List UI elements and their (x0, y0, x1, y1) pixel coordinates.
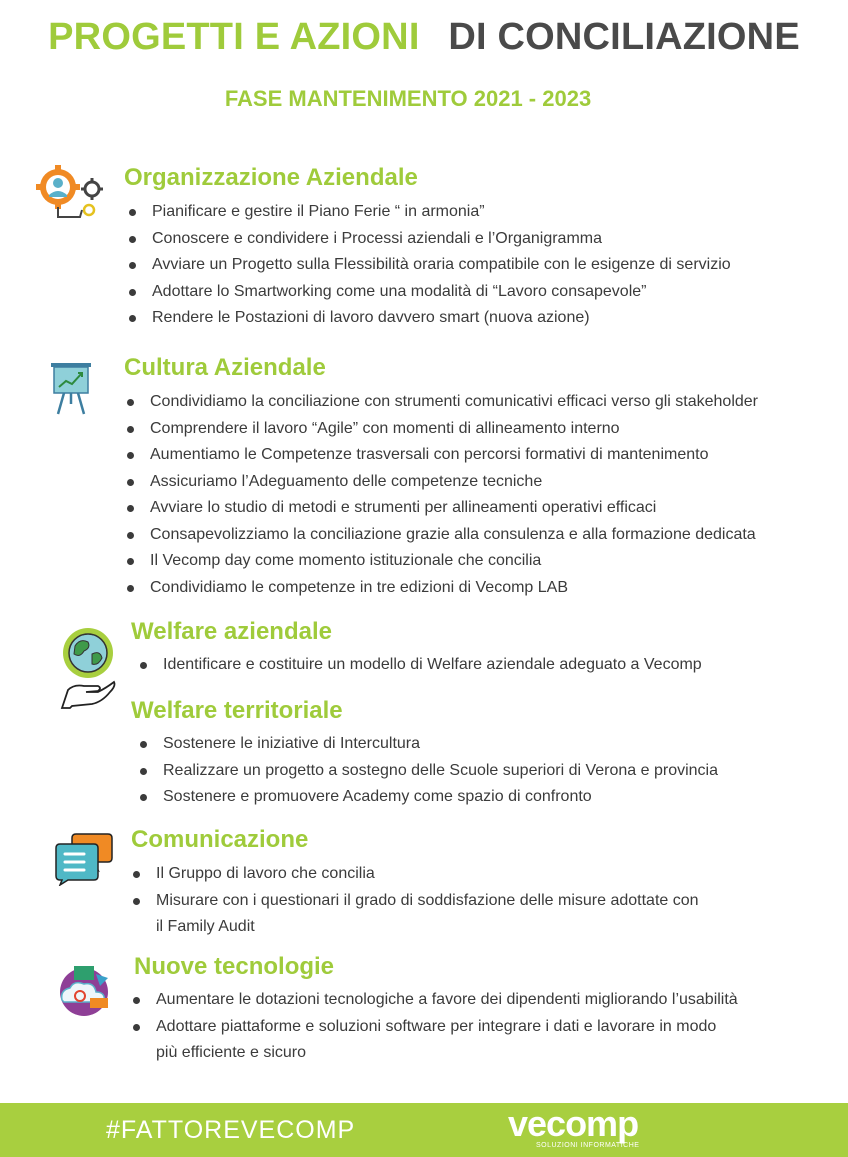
cloud-technology-icon (56, 964, 112, 1018)
list-item: Avviare lo studio di metodi e strumenti per allineamenti operativi efficaci (124, 495, 758, 522)
list-item-line: Adottare piattaforme e soluzioni software per integrare i dati e lavorare in modo (156, 1017, 717, 1035)
list-item: Condividiamo le competenze in tre edizioni di Vecomp LAB (124, 575, 758, 602)
list-welfare-territoriale (137, 731, 718, 811)
hashtag: #FATTOREVECOMP (106, 1116, 356, 1144)
list-item: Avviare un Progetto sulla Flessibilità oraria compatibile con le esigenze di servizio (126, 252, 731, 279)
list-item: Sostenere e promuovere Academy come spazio di confronto (137, 784, 718, 811)
list-organizzazione (126, 199, 731, 332)
logo-wordmark: vecomp (508, 1103, 639, 1144)
list-cultura (124, 389, 758, 601)
list-item: Identificare e costituire un modello di Welfare aziendale adeguato a Vecomp (137, 652, 702, 679)
section-title-comunicazione: Comunicazione (131, 826, 309, 853)
list-item: Adottare lo Smartworking come una modalità di “Lavoro consapevole” (126, 279, 731, 306)
footer-bar (0, 1103, 848, 1157)
gear-person-icon (36, 165, 108, 225)
section-title-organizzazione: Organizzazione Aziendale (124, 164, 418, 191)
list-item: Realizzare un progetto a sostegno delle Scuole superiori di Verona e provincia (137, 758, 718, 785)
list-item-line: più efficiente e sicuro (156, 1044, 307, 1061)
list-item: Aumentiamo le Competenze trasversali con percorsi formativi di mantenimento (124, 442, 758, 469)
list-item: Conoscere e condividere i Processi aziendali e l’Organigramma (126, 226, 731, 253)
list-item: Sostenere le iniziative di Intercultura (137, 731, 718, 758)
globe-hand-icon (58, 626, 116, 710)
list-item (130, 1014, 738, 1067)
section-title-welfare-territoriale: Welfare territoriale (131, 697, 343, 724)
section-title-cultura: Cultura Aziendale (124, 354, 326, 381)
list-item-line: il Family Audit (156, 918, 255, 935)
chat-bubbles-icon (54, 832, 114, 886)
title-dark: DI CONCILIAZIONE (448, 16, 800, 58)
list-item: Assicuriamo l’Adeguamento delle competenze tecniche (124, 469, 758, 496)
list-item: Il Vecomp day come momento istituzionale che concilia (124, 548, 758, 575)
list-item (130, 888, 699, 941)
section-title-tecnologie: Nuove tecnologie (134, 953, 335, 980)
list-item: Comprendere il lavoro “Agile” con momenti di allineamento interno (124, 416, 758, 443)
title-green: PROGETTI E AZIONI (48, 16, 420, 58)
page-subtitle: FASE MANTENIMENTO 2021 - 2023 (224, 86, 592, 111)
vecomp-logo (508, 1103, 676, 1155)
list-item: Pianificare e gestire il Piano Ferie “ in armonia” (126, 199, 731, 226)
section-title-welfare-aziendale: Welfare aziendale (131, 618, 332, 645)
list-item: Consapevolizziamo la conciliazione grazie alla consulenza e alla formazione dedicata (124, 522, 758, 549)
list-item: Rendere le Postazioni di lavoro davvero smart (nuova azione) (126, 305, 731, 332)
list-welfare-aziendale (137, 652, 702, 679)
page-title (0, 16, 848, 59)
list-item: Il Gruppo di lavoro che concilia (130, 861, 699, 888)
list-item-line: Misurare con i questionari il grado di soddisfazione delle misure adottate con (156, 891, 699, 909)
list-comunicazione (130, 861, 699, 941)
list-item: Condividiamo la conciliazione con strumenti comunicativi efficaci verso gli stakeholder (124, 389, 758, 416)
presentation-board-icon (50, 360, 92, 416)
list-tecnologie (130, 987, 738, 1067)
list-item: Aumentare le dotazioni tecnologiche a favore dei dipendenti migliorando l’usabilità (130, 987, 738, 1014)
logo-tagline: SOLUZIONI INFORMATICHE (536, 1142, 640, 1149)
